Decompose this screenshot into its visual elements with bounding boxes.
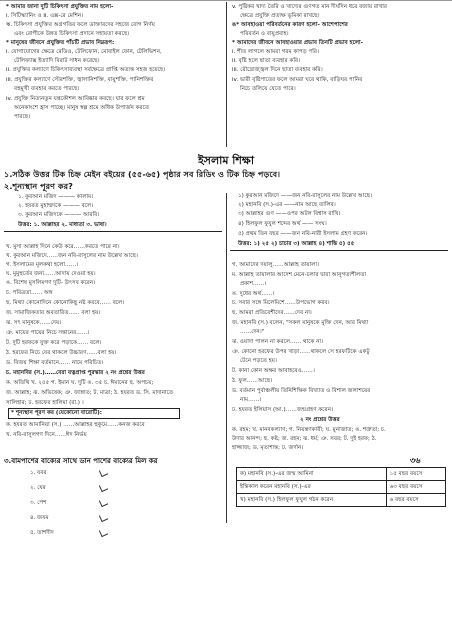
tl-line: iii. প্রযুক্তির কল্যাণে সৌরশক্তি, জ্বালানিশক্তি, বায়ুশক্তি, পানিশক্তির — [6, 77, 154, 83]
br-line: ম. আল্লাহ তায়ালার আদেশ মেনে-চলার দ্বারা আনুগত্যশীলতা — [232, 272, 367, 278]
tr-line: * আমাদের জীবনে আবহাওয়ার প্রভাব তিনটি প্রভাব হলো- — [232, 40, 363, 46]
bl-line: খ. নবি-রাসুলগণ দিনে……ঈদ নির্ভয় — [6, 432, 87, 438]
bl-line: ৩. কুরআন মজিদকে ——— আরবি। — [18, 212, 100, 218]
tl-line: iv. প্রযুক্তি নিত্যনতুন যন্ত্রকৌশল আবিষ্কার করছে। যার ফলে শ্রম — [6, 96, 145, 102]
bl-line: ঠ. হরফের নিচে যের থাকলে উচ্চারণ……বলা হয়। — [6, 350, 117, 356]
bl-line: সালিহার; ঢ. হরফের হালিমা (রা.) । — [6, 400, 84, 406]
br-line: উদার আনন্দ; ছ. কষ্ট; জ. রহম; ঝ. ধর্ম; ঞ. সবর; ট. দুই হরফ; ঠ. — [232, 436, 377, 442]
bl-line: ট. দুটি হরফকে যুক্ত করে পড়াকে…… বলে। — [6, 340, 102, 346]
tl-line: * আমার জানা দুটি চিকিৎসা প্রযুক্তির নাম হলো- — [6, 4, 114, 10]
diacritic-mark-icon — [99, 498, 108, 507]
tl-line: অনেকাংশে হ্রাস পাচ্ছে। মানুষ স্বল্প শ্রমে অধিক উপার্জন করতে — [14, 105, 150, 111]
match-left-item: ৫. তাশদীদ — [30, 530, 54, 536]
match-left-cell: ইন্তিকাল করেন মহানবি (স.)-এর — [237, 481, 387, 494]
match-row — [237, 468, 446, 481]
tl-line: টেলিফ্যাক্স ইত্যাদি বিরাট সাধন করেছে। — [14, 58, 100, 64]
br-line: গ. আমাদের দয়ালু……আল্লাহ তায়ালা। — [232, 262, 320, 268]
br-line: ১) কুরআন মজিদে ——জন নবি-রাসুলের নাম উল্লেখ আছে। — [238, 193, 372, 199]
match-left-item: ৩. পেশ — [30, 500, 47, 506]
fill-blank-box — [8, 408, 180, 419]
br-line: জ. মহানবি (স.) বলেন, "সকল মানুষকে মুক্তি দেন, আর মিথ্যা — [232, 320, 369, 326]
bl-line: খ. কুরআন মজিদে……জন নবি-রাসুলের নাম উল্লেখ আছে। — [6, 253, 138, 259]
br-line: টেনে পড়তে হয়। — [240, 358, 277, 364]
br-line: ঞ. কোনো হরফের উপর খাড়া……থাকলে সে হরফটিকে একটু — [232, 349, 370, 355]
divider — [4, 231, 222, 232]
bl-line: ঝ. সৎ মানুষকে……দেয়। — [6, 320, 62, 326]
tl-line: i. যোগাযোগের ক্ষেত্রে রেডিও, টেলিফোন, মোবাইল ফোন, টেলিভিশন, — [6, 49, 162, 55]
question-3: ৩.বামপাশের বাক্যের সাথে ডান পাশের বাক্যের মিল কর — [4, 457, 158, 465]
tr-line: ঙ* আবহাওয়া পরিবর্তনের কারণ হলো- আশেপাশের — [232, 22, 348, 28]
br-line: চ. সবার সঙ্গে মিলেমিশে……উপভোগ করব। — [232, 300, 330, 306]
tl-line: এবং রোগীকে উন্নত চিকিৎসা প্রদানে সহায়তা করছে। — [14, 31, 130, 37]
tr-line: পরিবর্তন ও বায়ুপ্রবাহ। — [240, 31, 289, 37]
tl-line: * মানুষের জীবনে প্রযুক্তির পাঁচটি প্রভাব নিম্নরূপ: — [6, 40, 115, 46]
br-line: ৫) প্রথম তিন বছর ——জন নবি-নারী ইসলাম গ্রহণ করেন। — [238, 231, 368, 237]
bl-line: জ. সামাজিকতার অবতারিত…… বলা হয়। — [6, 310, 101, 316]
match-row — [237, 494, 446, 507]
bl-line: ঘ. মুমুহুর্তের জন্য……আদায় দেওয়া হয়। — [6, 271, 96, 277]
bl-line: উত্তর: ১. আল্লাহর ২. মাধ্যতা ৩. ভাষা। — [18, 222, 107, 228]
tl-line: বহুমুখী ব্যবহার করতে পারছে। — [14, 86, 80, 92]
br-line: ৪) হিলফুল ফুযুল শব্দের অর্থ —— সংঘ। — [238, 221, 327, 227]
match-left-item: ৪. জযম — [30, 515, 49, 521]
bl-line: ঞ. মায়ের পায়ের নিচে সন্তানের……। — [6, 330, 90, 336]
match-left-cell: খ) মহানবি (স.) হিলফুল ফুযুল গঠন করেন — [237, 494, 387, 507]
page-number: ৩৬ — [410, 456, 421, 465]
bl-line: গ. ইসলামের মূলকথা হলো……। — [6, 262, 79, 268]
br-line: ঠ. ফুল……আছে। — [232, 378, 273, 384]
br-line: উত্তর: ১) ২৫ ২) চাচার ৩) আল্লাহ ৪) শান্তি ৫) ৫৫ — [238, 241, 355, 247]
tr-line: নিচে তলিয়ে যেতে পারে। — [240, 86, 296, 92]
bl-line: চ. মহানবির (স.)……বেরা যত্নপ্রাপ্ত পুরস্কার ২ নং প্রশ্নের উত্তর — [6, 370, 145, 376]
section-title: ইসলাম শিক্ষা — [197, 154, 255, 167]
match-right-cell: ১৫ বছর বয়সে — [386, 468, 445, 481]
br-line: হাজ্জাজ; ড. মৃত্যশান্ত; ঢ. জর্দান। — [232, 445, 304, 451]
bl-line: ১. কুরআন মজিদ ——— কালাম। — [18, 194, 94, 200]
br-line: ঝ. ওয়াদা পালন না করলে…… থাকে না। — [232, 339, 324, 345]
br-line: ছ. আমরা প্রতিবেশীদের……দেব না। — [232, 310, 312, 316]
match-left-item: ১. যবর — [30, 470, 47, 476]
match-table — [236, 467, 446, 507]
br-line: প্রকাশ……। — [240, 281, 267, 287]
column-divider-middle — [226, 193, 227, 523]
diacritic-mark-icon — [99, 468, 108, 477]
tr-line: i. শীত লাগলে আমরা গরম কাপড় পরি। — [232, 49, 319, 55]
question-1: ১.সঠিক উত্তর টিক চিহ্ন মেইন বইয়ের (৫৫-৬৫) পৃষ্ঠার সব রিডিং ও টিক চিহ্ন পড়বে। — [4, 169, 281, 179]
divider — [230, 250, 448, 251]
tl-line: i. সিটিস্ক্যানিং ও ii. এক্স-রে মেশিন। — [6, 13, 84, 19]
diacritic-mark-icon — [99, 528, 108, 537]
column-divider-top — [226, 2, 227, 147]
bl-line: জ. আল্লাহ; ঝ. অভিষেক; ঞ. জান্নাত; ট. মাত্রা; ঠ. হযরত ড. সি. মাদানাতে — [6, 390, 174, 396]
bl-line: চ. পবিত্রতা…… অঙ্গ — [6, 290, 53, 296]
tl-line: ঋ. চিকিৎসা প্রযুক্তির অগ্রগতির ফলে ডাক্তারদের সহজে রোগ নির্ণয় — [6, 22, 155, 28]
match-left-cell: ক) মহানবি (স.)-এর জন্ম আমিনা — [237, 468, 387, 481]
br-line: ঙ. দুধের অর্থ……। — [232, 291, 275, 297]
tr-line: ক্ষেত্রে প্রযুক্তি প্রত্যক্ষ ভূমিকা রাখছে। — [240, 13, 320, 19]
top-border — [0, 0, 452, 1]
tl-line: ii. প্রযুক্তির কল্যাণে চিকিৎসাব্যবস্থা সর্বক্ষেত্রে প্রাপ্তি অত্যন্ত সহজ হয়েছে। — [6, 67, 166, 73]
br-line: ড. বর্তমান পুর্বাঞ্চলীয় তিনিশিক্ষিক বিখ্যাত ও বিশাল জলাশয়ের — [232, 388, 371, 394]
bl-line: ক. হযরত আমানিয়া (স.) ……আল্লাহর হুকুমে……কনজ করবে — [6, 422, 145, 428]
br-line: ক. রহম; খ. মানবকল্যাণ; গ. নিয়ন্ত্রণকারী; ঘ. মুনাজাত; ঙ. শত্রুতা; চ. — [232, 427, 386, 433]
bl-line: ২. হযরত মুহাম্মদকে ——— বলে। — [18, 203, 94, 209]
fill-blank-instruction: * শূন্যস্থান পূরণ কর (যেকোনো বারোটি): — [11, 410, 103, 416]
bl-line: ছ. মিথ্যা কোনোদিনে কোনোকিছু নষ্ট করবে…… বলে। — [6, 300, 125, 306]
match-row — [237, 481, 446, 494]
br-line: ……দেন।" — [240, 329, 265, 335]
br-line: ঢ. হযরত ইলিয়াস (আ.)……জন্মগ্রহণ করেন। — [232, 407, 333, 413]
diacritic-mark-icon — [99, 513, 108, 522]
match-right-cell: ৬ বছর বয়সে — [386, 494, 445, 507]
bl-line: ড. বিজয় শিক্ষা বর্তমানে…… নামে পরিচিত। — [6, 360, 104, 366]
tr-line: iii. রৌদ্রোজ্জ্বল দিনে ছাতা ব্যবহার করি। — [232, 67, 323, 73]
br-line: ২ নং প্রশ্নের উত্তর — [300, 417, 340, 423]
bl-line: ঙ. বিশেষ মুসলিমগণ দুটি- উৎসব করেন। — [6, 280, 96, 286]
bl-line: খ. মুসা আল্লাহ দিনে কেউ করে……করতে পারে না। — [6, 244, 120, 250]
tr-line: iv. ভারী বৃষ্টিপাতের ফলে আমরা ঘরে থাকি, বাড়িঘর পানির — [232, 77, 363, 83]
br-line: ২) মহানবি (স.)-এর ——নাম আছে তালিব। — [238, 202, 336, 208]
tl-line: পারছে। — [14, 114, 31, 120]
bl-line: ক. অতিথি খ. ২৫৫ গ. ইমান ঘ. দুটি ঙ. ৩৫ চ. ঈমানের ছ. অপচয়; — [6, 380, 154, 386]
tr-line: ii. বৃষ্টি হলে ছাতা ব্যবহার করি। — [232, 58, 301, 64]
question-2: ২.শূন্যস্থান পূরণ কর? — [4, 181, 73, 191]
br-line: ট. কানা কোন অক্ষর আবাহবেও……। — [232, 368, 315, 374]
match-left-item: ২. যের — [30, 485, 46, 491]
match-right-cell: ৬৩ বছর বয়সে — [386, 481, 445, 494]
tr-line: v. পুষ্টিকর খাদ্য তৈরি ও খাদ্যের গুণগত মান দীর্ঘদিন ধরে বজায় রাখার — [232, 4, 387, 10]
diacritic-mark-icon — [99, 483, 108, 492]
br-line: ৩) আল্লাহর গুণ ——ওপর অটল বিশ্বাস রাখি। — [238, 211, 341, 217]
br-line: নাম……। — [240, 397, 262, 403]
